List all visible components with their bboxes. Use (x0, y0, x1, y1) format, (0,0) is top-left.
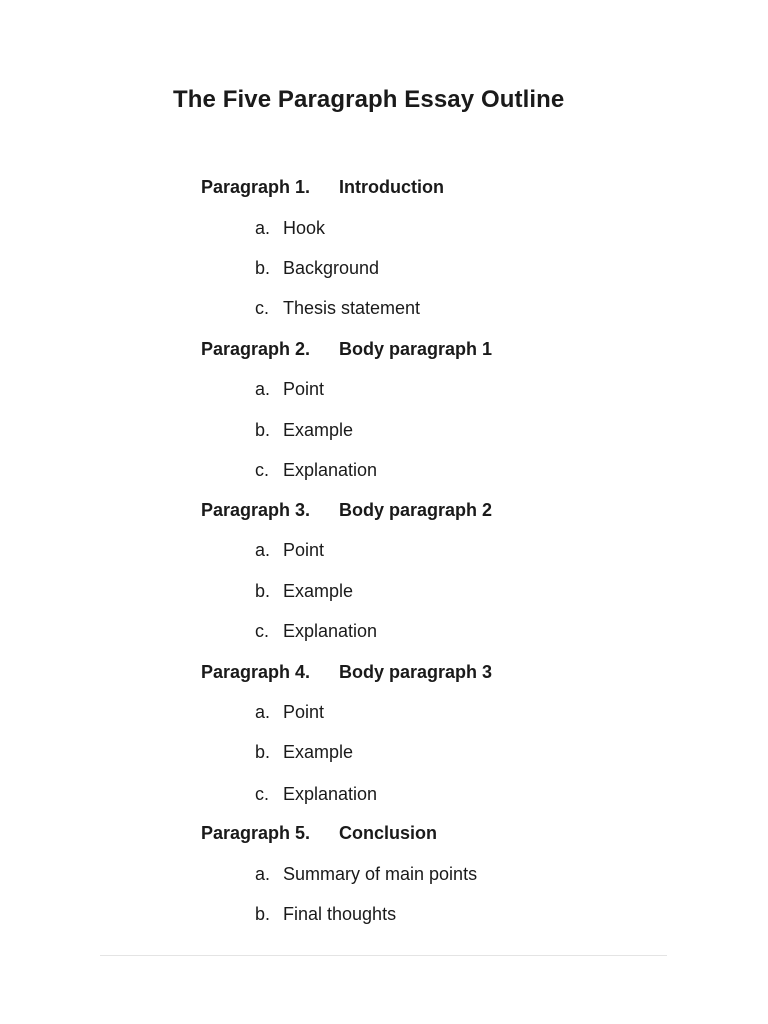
item-letter: a. (255, 218, 271, 238)
section-name: Introduction (339, 177, 444, 197)
item-text: Example (283, 742, 354, 762)
item-letter: c. (255, 460, 270, 480)
section-name: Conclusion (339, 823, 437, 843)
section-number: Paragraph 3. (201, 500, 311, 520)
section-number: Paragraph 1. (201, 177, 311, 197)
item-letter: b. (255, 258, 271, 278)
item-text: Background (283, 258, 380, 278)
section-name: Body paragraph 2 (339, 500, 493, 520)
item-text: Summary of main points (283, 864, 478, 884)
item-text: Explanation (283, 621, 378, 641)
item-letter: b. (255, 420, 271, 440)
item-text: Point (283, 702, 325, 722)
item-text: Point (283, 540, 325, 560)
item-text: Example (283, 581, 354, 601)
page-divider (100, 955, 667, 956)
section-name: Body paragraph 3 (339, 662, 493, 682)
outline-item (255, 540, 324, 561)
item-letter: a. (255, 864, 271, 884)
section-heading (201, 823, 437, 844)
section-number: Paragraph 2. (201, 339, 311, 359)
item-letter: a. (255, 379, 271, 399)
outline-item (255, 460, 377, 481)
item-text: Explanation (283, 460, 378, 480)
item-text: Explanation (283, 784, 378, 804)
section-heading (201, 662, 492, 683)
item-letter: c. (255, 784, 270, 804)
outline-item (255, 581, 353, 602)
outline-item (255, 702, 324, 723)
section-number: Paragraph 4. (201, 662, 311, 682)
outline-item (255, 218, 325, 239)
outline-item (255, 742, 353, 763)
item-letter: b. (255, 581, 271, 601)
outline-item (255, 621, 377, 642)
section-name: Body paragraph 1 (339, 339, 493, 359)
outline-item (255, 258, 379, 279)
item-letter: b. (255, 904, 271, 924)
item-letter: c. (255, 621, 270, 641)
outline-item (255, 904, 396, 925)
section-heading (201, 500, 492, 521)
item-text: Example (283, 420, 354, 440)
outline-item (255, 298, 420, 319)
item-letter: c. (255, 298, 270, 318)
item-text: Thesis statement (283, 298, 421, 318)
item-text: Hook (283, 218, 326, 238)
outline-item (255, 420, 353, 441)
item-text: Point (283, 379, 325, 399)
item-text: Final thoughts (283, 904, 397, 924)
outline-item (255, 864, 477, 885)
outline-item (255, 379, 324, 400)
outline-item (255, 784, 377, 805)
page-title: The Five Paragraph Essay Outline (173, 86, 565, 113)
item-letter: b. (255, 742, 271, 762)
item-letter: a. (255, 540, 271, 560)
section-heading (201, 177, 444, 198)
section-heading (201, 339, 492, 360)
section-number: Paragraph 5. (201, 823, 311, 843)
item-letter: a. (255, 702, 271, 722)
